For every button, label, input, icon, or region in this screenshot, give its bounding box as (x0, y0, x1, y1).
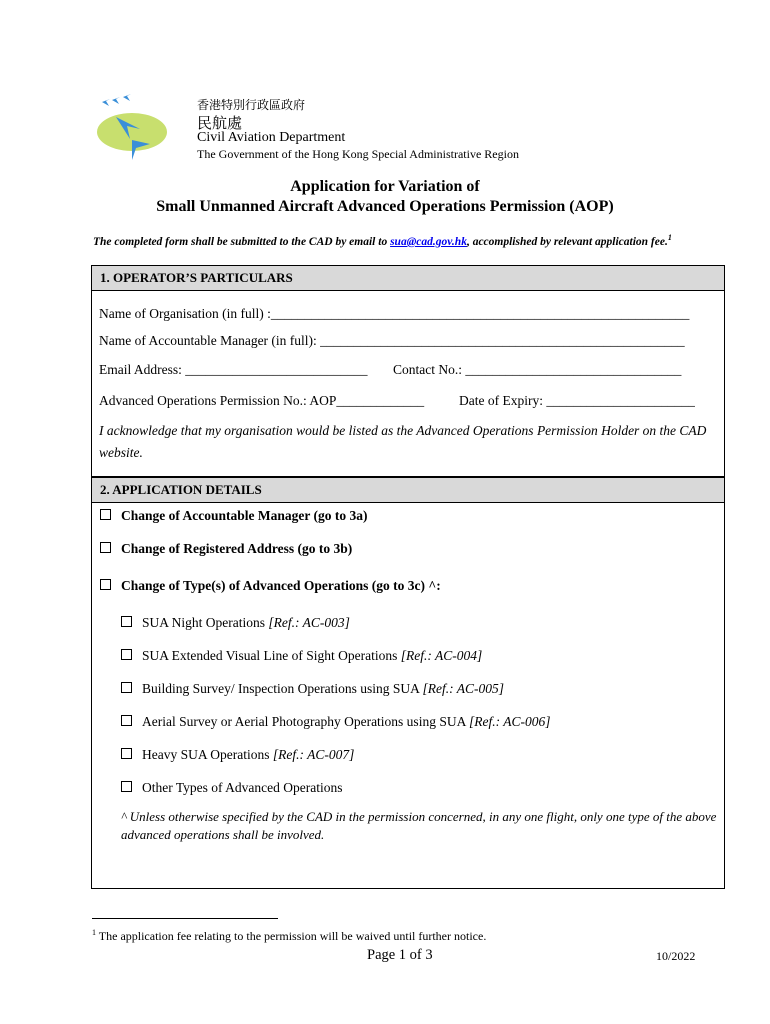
checkbox[interactable] (121, 649, 132, 660)
checkbox[interactable] (121, 616, 132, 627)
sub-option-evlos[interactable]: SUA Extended Visual Line of Sight Operations [Ref.: AC-004] (121, 648, 482, 664)
page-number: Page 1 of 3 (367, 947, 433, 963)
manager-name-field[interactable]: Name of Accountable Manager (in full): ______________________________________________________ (99, 333, 685, 348)
option-change-types[interactable]: Change of Type(s) of Advanced Operations (go to 3c) ^: (100, 578, 441, 594)
checkbox[interactable] (121, 715, 132, 726)
section2-heading: 2. APPLICATION DETAILS (92, 477, 724, 503)
option-change-address[interactable]: Change of Registered Address (go to 3b) (100, 541, 352, 557)
checkbox[interactable] (121, 781, 132, 792)
form-title-line1: Application for Variation of (290, 178, 480, 195)
checkbox[interactable] (100, 579, 111, 590)
checkbox[interactable] (100, 542, 111, 553)
email-field[interactable]: Email Address: ___________________________ (99, 362, 368, 377)
header-dept-name: Civil Aviation Department (197, 130, 346, 145)
header-govt-name: The Government of the Hong Kong Special Administrative Region (197, 147, 519, 161)
sub-option-aerial-survey[interactable]: Aerial Survey or Aerial Photography Operations using SUA [Ref.: AC-006] (121, 714, 550, 730)
section1-heading: 1. OPERATOR’S PARTICULARS (92, 266, 724, 291)
form-version-date: 10/2022 (656, 949, 696, 963)
cad-logo (96, 92, 170, 162)
sub-option-building-survey[interactable]: Building Survey/ Inspection Operations using SUA [Ref.: AC-005] (121, 681, 504, 697)
acknowledgement-text: I acknowledge that my organisation would be listed as the Advanced Operations Permission Holder on the CAD website. (99, 423, 707, 460)
sub-option-other[interactable]: Other Types of Advanced Operations (121, 780, 343, 796)
option-change-manager[interactable]: Change of Accountable Manager (go to 3a) (100, 508, 367, 524)
email-link[interactable]: sua@cad.gov.hk (390, 235, 467, 248)
checkbox[interactable] (100, 509, 111, 520)
header-cn-govt: 香港特別行政區政府 (197, 98, 306, 112)
checkbox[interactable] (121, 748, 132, 759)
checkbox[interactable] (121, 682, 132, 693)
aop-number-field[interactable]: Advanced Operations Permission No.: AOP_____________ (99, 393, 425, 408)
footnote: $^1$ The application fee relating to the permission will be waived until further notice. (92, 928, 487, 943)
org-name-field[interactable]: Name of Organisation (in full) :______________________________________________________________ (99, 306, 690, 321)
submission-note: The completed form shall be submitted to the CAD by email to sua@cad.gov.hk, accomplished by relevant application fee.$^1$ (93, 233, 672, 248)
caveat-text: ^ Unless otherwise specified by the CAD in the permission concerned, in any one flight, only one type of the above advanced operations shall be involved. (121, 809, 717, 842)
header-cn-dept: 民航處 (197, 114, 243, 132)
expiry-date-field[interactable]: Date of Expiry: ______________________ (459, 393, 695, 408)
section-application-details (91, 477, 725, 889)
sub-option-heavy-sua[interactable]: Heavy SUA Operations [Ref.: AC-007] (121, 747, 354, 763)
footnote-ref: 1 (667, 233, 672, 242)
footnote-divider (92, 918, 278, 919)
section-operator-particulars (91, 265, 725, 477)
form-title-line2: Small Unmanned Aircraft Advanced Operations Permission (AOP) (156, 198, 614, 215)
sub-option-night[interactable]: SUA Night Operations [Ref.: AC-003] (121, 615, 350, 631)
contact-field[interactable]: Contact No.: ________________________________ (393, 362, 682, 377)
